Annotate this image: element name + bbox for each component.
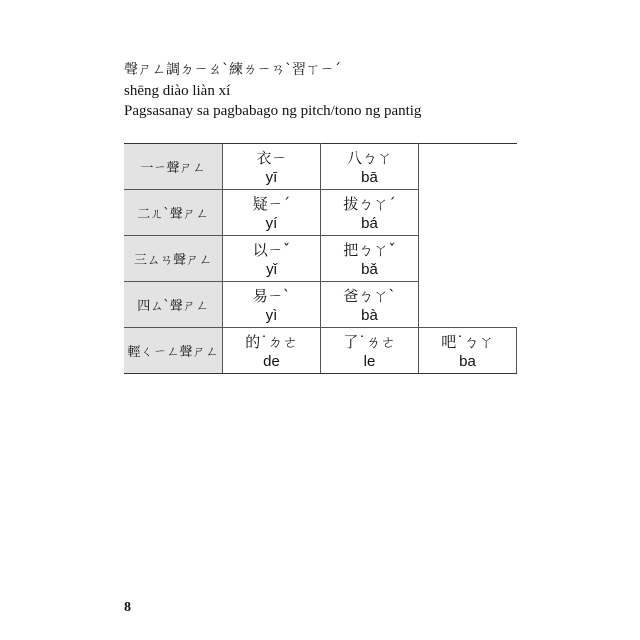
syllable-cell <box>321 236 419 282</box>
hanzi-character: 八ㄅㄚ <box>346 148 392 167</box>
hanzi-character: 疑ㄧˊ <box>252 194 291 213</box>
pinyin-reading: bá <box>361 214 378 232</box>
syllable-cell <box>223 328 321 374</box>
hanzi-character: 的˙ㄉㄜ <box>245 332 298 351</box>
hanzi-character: 爸ㄅㄚˋ <box>343 286 396 305</box>
syllable-cell <box>223 282 321 328</box>
pinyin-reading: bà <box>361 306 378 324</box>
syllable-cell <box>223 190 321 236</box>
section-title-pinyin: shēng diào liàn xí <box>124 83 231 99</box>
pinyin-reading: yì <box>265 306 278 324</box>
tone-label: 三ㄙㄢ聲ㄕㄥ <box>124 236 223 282</box>
pinyin-reading: de <box>263 352 280 370</box>
empty-cell <box>419 144 517 190</box>
tone-label: 四ㄙˋ聲ㄕㄥ <box>124 282 223 328</box>
syllable-cell <box>321 144 419 190</box>
lesson-header <box>124 58 421 121</box>
table-row-neutral-tone <box>124 328 517 374</box>
syllable-cell <box>223 144 321 190</box>
empty-cell <box>419 236 517 282</box>
pinyin-reading: le <box>363 352 376 370</box>
hanzi-character: 衣ㄧ <box>256 148 287 167</box>
syllable-cell <box>321 328 419 374</box>
hanzi-character: 了˙ㄌㄜ <box>343 332 396 351</box>
pinyin-reading: yí <box>265 214 278 232</box>
pinyin-reading: yī <box>265 168 278 186</box>
section-title-filipino: Pagsasanay sa pagbabago ng pitch/tono ng pantig <box>124 103 422 119</box>
hanzi-character: 吧˙ㄅㄚ <box>441 332 494 351</box>
pinyin-reading: bā <box>361 168 378 186</box>
syllable-cell <box>321 282 419 328</box>
tone-label: 二ㄦˋ聲ㄕㄥ <box>124 190 223 236</box>
table-row-second-tone <box>124 190 517 236</box>
section-title-chinese: 聲ㄕㄥ調ㄉㄧㄠˋ練ㄌㄧㄢˋ習ㄒㄧˊ <box>124 62 341 78</box>
table-row-fourth-tone <box>124 282 517 328</box>
syllable-cell <box>223 236 321 282</box>
empty-cell <box>419 282 517 328</box>
tone-practice-table <box>124 143 517 374</box>
page-number: 8 <box>124 600 131 615</box>
table-row-third-tone <box>124 236 517 282</box>
hanzi-character: 把ㄅㄚˇ <box>343 240 396 259</box>
syllable-cell <box>321 190 419 236</box>
empty-cell <box>419 190 517 236</box>
syllable-cell <box>419 328 517 374</box>
hanzi-character: 拔ㄅㄚˊ <box>343 194 396 213</box>
tone-label: 輕ㄑㄧㄥ聲ㄕㄥ <box>124 328 223 374</box>
pinyin-reading: yǐ <box>266 260 277 278</box>
pinyin-reading: ba <box>459 352 476 370</box>
hanzi-character: 以ㄧˇ <box>252 240 291 259</box>
hanzi-character: 易ㄧˋ <box>252 286 291 305</box>
pinyin-reading: bǎ <box>361 260 378 278</box>
tone-label: 一ㄧ聲ㄕㄥ <box>124 144 223 190</box>
table-row-first-tone <box>124 144 517 190</box>
